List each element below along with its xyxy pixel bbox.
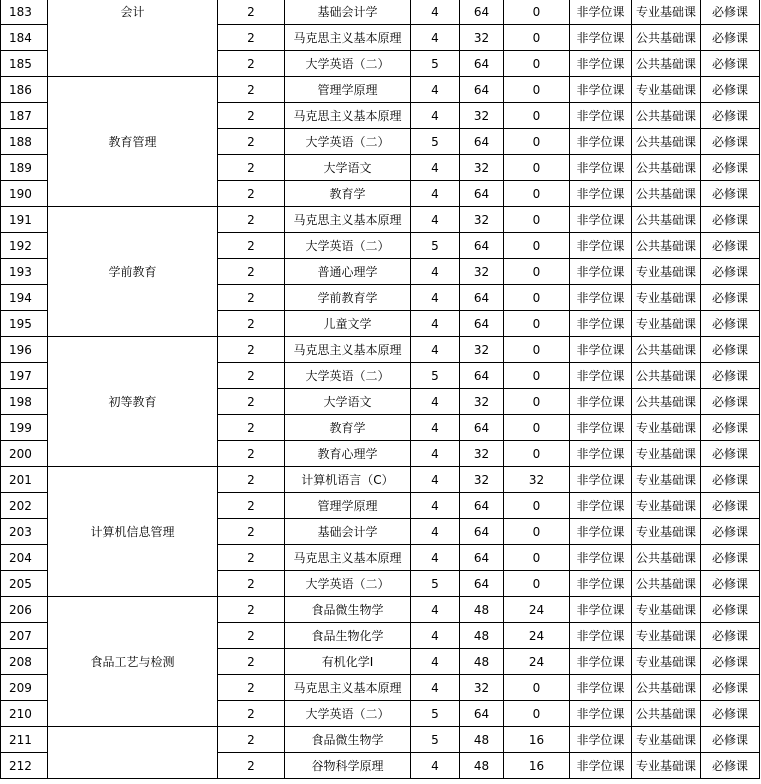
- term-cell: 2: [218, 233, 285, 259]
- course-category-cell: 专业基础课: [632, 0, 701, 25]
- course-nature-cell: 必修课: [701, 519, 760, 545]
- degree-type-cell: 非学位课: [570, 233, 632, 259]
- term-cell: 2: [218, 259, 285, 285]
- credits-cell: 4: [411, 493, 460, 519]
- hours-cell: 32: [460, 337, 504, 363]
- row-number: 196: [1, 337, 48, 363]
- degree-type-cell: 非学位课: [570, 285, 632, 311]
- course-nature-cell: 必修课: [701, 0, 760, 25]
- hours-cell: 32: [460, 441, 504, 467]
- credits-cell: 4: [411, 311, 460, 337]
- practice-hours-cell: 0: [504, 571, 570, 597]
- credits-cell: 4: [411, 77, 460, 103]
- degree-type-cell: 非学位课: [570, 311, 632, 337]
- course-name: 大学英语（二）: [285, 233, 411, 259]
- credits-cell: 5: [411, 233, 460, 259]
- practice-hours-cell: 16: [504, 753, 570, 779]
- hours-cell: 64: [460, 285, 504, 311]
- term-cell: 2: [218, 727, 285, 753]
- major-name: 食品工艺与检测: [48, 597, 218, 727]
- hours-cell: 64: [460, 363, 504, 389]
- course-name: 食品微生物学: [285, 597, 411, 623]
- degree-type-cell: 非学位课: [570, 363, 632, 389]
- hours-cell: 64: [460, 311, 504, 337]
- degree-type-cell: 非学位课: [570, 25, 632, 51]
- course-category-cell: 专业基础课: [632, 519, 701, 545]
- term-cell: 2: [218, 389, 285, 415]
- row-number: 205: [1, 571, 48, 597]
- degree-type-cell: 非学位课: [570, 753, 632, 779]
- practice-hours-cell: 0: [504, 25, 570, 51]
- credits-cell: 4: [411, 285, 460, 311]
- degree-type-cell: 非学位课: [570, 623, 632, 649]
- course-name: 学前教育学: [285, 285, 411, 311]
- term-cell: 2: [218, 311, 285, 337]
- course-category-cell: 公共基础课: [632, 701, 701, 727]
- practice-hours-cell: 0: [504, 519, 570, 545]
- hours-cell: 64: [460, 129, 504, 155]
- term-cell: 2: [218, 77, 285, 103]
- hours-cell: 64: [460, 233, 504, 259]
- course-category-cell: 专业基础课: [632, 311, 701, 337]
- hours-cell: 48: [460, 597, 504, 623]
- table-row: [1, 467, 760, 493]
- term-cell: 2: [218, 545, 285, 571]
- credits-cell: 5: [411, 701, 460, 727]
- row-number: 194: [1, 285, 48, 311]
- table-row: [1, 207, 760, 233]
- course-name: 基础会计学: [285, 0, 411, 25]
- practice-hours-cell: 0: [504, 493, 570, 519]
- course-nature-cell: 必修课: [701, 25, 760, 51]
- degree-type-cell: 非学位课: [570, 597, 632, 623]
- course-category-cell: 公共基础课: [632, 181, 701, 207]
- hours-cell: 32: [460, 259, 504, 285]
- credits-cell: 4: [411, 545, 460, 571]
- row-number: 190: [1, 181, 48, 207]
- course-name: 教育心理学: [285, 441, 411, 467]
- degree-type-cell: 非学位课: [570, 493, 632, 519]
- credits-cell: 4: [411, 207, 460, 233]
- course-name: 有机化学I: [285, 649, 411, 675]
- degree-type-cell: 非学位课: [570, 337, 632, 363]
- hours-cell: 64: [460, 415, 504, 441]
- term-cell: 2: [218, 441, 285, 467]
- course-category-cell: 专业基础课: [632, 753, 701, 779]
- degree-type-cell: 非学位课: [570, 259, 632, 285]
- major-name: 会计: [48, 0, 218, 77]
- course-nature-cell: 必修课: [701, 545, 760, 571]
- course-nature-cell: 必修课: [701, 441, 760, 467]
- table-row: [1, 597, 760, 623]
- practice-hours-cell: 0: [504, 701, 570, 727]
- row-number: 192: [1, 233, 48, 259]
- row-number: 198: [1, 389, 48, 415]
- hours-cell: 48: [460, 753, 504, 779]
- degree-type-cell: 非学位课: [570, 545, 632, 571]
- course-nature-cell: 必修课: [701, 311, 760, 337]
- table-row: [1, 727, 760, 753]
- row-number: 187: [1, 103, 48, 129]
- credits-cell: 4: [411, 519, 460, 545]
- practice-hours-cell: 32: [504, 467, 570, 493]
- course-name: 马克思主义基本原理: [285, 25, 411, 51]
- degree-type-cell: 非学位课: [570, 649, 632, 675]
- credits-cell: 4: [411, 623, 460, 649]
- row-number: 208: [1, 649, 48, 675]
- term-cell: 2: [218, 597, 285, 623]
- row-number: 185: [1, 51, 48, 77]
- degree-type-cell: 非学位课: [570, 77, 632, 103]
- major-name: 教育管理: [48, 77, 218, 207]
- credits-cell: 4: [411, 675, 460, 701]
- practice-hours-cell: 0: [504, 415, 570, 441]
- term-cell: 2: [218, 363, 285, 389]
- course-nature-cell: 必修课: [701, 597, 760, 623]
- row-number: 211: [1, 727, 48, 753]
- credits-cell: 5: [411, 129, 460, 155]
- course-name: 大学语文: [285, 155, 411, 181]
- hours-cell: 64: [460, 701, 504, 727]
- term-cell: 2: [218, 675, 285, 701]
- degree-type-cell: 非学位课: [570, 103, 632, 129]
- credits-cell: 4: [411, 259, 460, 285]
- hours-cell: 32: [460, 675, 504, 701]
- course-nature-cell: 必修课: [701, 259, 760, 285]
- course-nature-cell: 必修课: [701, 389, 760, 415]
- degree-type-cell: 非学位课: [570, 207, 632, 233]
- course-nature-cell: 必修课: [701, 337, 760, 363]
- practice-hours-cell: 0: [504, 389, 570, 415]
- course-name: 马克思主义基本原理: [285, 103, 411, 129]
- row-number: 202: [1, 493, 48, 519]
- degree-type-cell: 非学位课: [570, 51, 632, 77]
- credits-cell: 5: [411, 571, 460, 597]
- degree-type-cell: 非学位课: [570, 0, 632, 25]
- course-name: 食品微生物学: [285, 727, 411, 753]
- practice-hours-cell: 24: [504, 597, 570, 623]
- practice-hours-cell: 0: [504, 155, 570, 181]
- course-nature-cell: 必修课: [701, 493, 760, 519]
- major-name: 学前教育: [48, 207, 218, 337]
- course-name: 马克思主义基本原理: [285, 545, 411, 571]
- row-number: 183: [1, 0, 48, 25]
- practice-hours-cell: 0: [504, 363, 570, 389]
- course-category-cell: 专业基础课: [632, 493, 701, 519]
- table-row: [1, 77, 760, 103]
- hours-cell: 32: [460, 467, 504, 493]
- course-name: 大学英语（二）: [285, 51, 411, 77]
- row-number: 193: [1, 259, 48, 285]
- credits-cell: 4: [411, 155, 460, 181]
- degree-type-cell: 非学位课: [570, 129, 632, 155]
- course-nature-cell: 必修课: [701, 675, 760, 701]
- course-category-cell: 专业基础课: [632, 77, 701, 103]
- hours-cell: 64: [460, 571, 504, 597]
- course-name: 教育学: [285, 415, 411, 441]
- course-name: 马克思主义基本原理: [285, 207, 411, 233]
- course-category-cell: 公共基础课: [632, 103, 701, 129]
- course-category-cell: 专业基础课: [632, 285, 701, 311]
- practice-hours-cell: 0: [504, 675, 570, 701]
- course-category-cell: 专业基础课: [632, 441, 701, 467]
- course-nature-cell: 必修课: [701, 363, 760, 389]
- course-name: 大学语文: [285, 389, 411, 415]
- row-number: 206: [1, 597, 48, 623]
- course-nature-cell: 必修课: [701, 571, 760, 597]
- practice-hours-cell: 0: [504, 545, 570, 571]
- table-row: [1, 0, 760, 25]
- course-name: 马克思主义基本原理: [285, 337, 411, 363]
- term-cell: 2: [218, 51, 285, 77]
- practice-hours-cell: 0: [504, 233, 570, 259]
- term-cell: 2: [218, 181, 285, 207]
- credits-cell: 4: [411, 337, 460, 363]
- course-name: 大学英语（二）: [285, 363, 411, 389]
- credits-cell: 4: [411, 467, 460, 493]
- row-number: 207: [1, 623, 48, 649]
- course-nature-cell: 必修课: [701, 233, 760, 259]
- credits-cell: 4: [411, 441, 460, 467]
- practice-hours-cell: 0: [504, 441, 570, 467]
- row-number: 191: [1, 207, 48, 233]
- row-number: 209: [1, 675, 48, 701]
- course-nature-cell: 必修课: [701, 155, 760, 181]
- hours-cell: 64: [460, 51, 504, 77]
- course-category-cell: 公共基础课: [632, 25, 701, 51]
- degree-type-cell: 非学位课: [570, 727, 632, 753]
- term-cell: 2: [218, 493, 285, 519]
- degree-type-cell: 非学位课: [570, 675, 632, 701]
- course-nature-cell: 必修课: [701, 285, 760, 311]
- course-name: 管理学原理: [285, 493, 411, 519]
- course-category-cell: 公共基础课: [632, 207, 701, 233]
- term-cell: 2: [218, 701, 285, 727]
- course-nature-cell: 必修课: [701, 415, 760, 441]
- course-category-cell: 公共基础课: [632, 51, 701, 77]
- term-cell: 2: [218, 0, 285, 25]
- course-nature-cell: 必修课: [701, 701, 760, 727]
- course-nature-cell: 必修课: [701, 103, 760, 129]
- row-number: 184: [1, 25, 48, 51]
- course-name: 大学英语（二）: [285, 701, 411, 727]
- course-name: 大学英语（二）: [285, 571, 411, 597]
- row-number: 186: [1, 77, 48, 103]
- course-category-cell: 公共基础课: [632, 389, 701, 415]
- course-nature-cell: 必修课: [701, 181, 760, 207]
- course-category-cell: 专业基础课: [632, 259, 701, 285]
- course-nature-cell: 必修课: [701, 467, 760, 493]
- table-row: [1, 337, 760, 363]
- course-name: 大学英语（二）: [285, 129, 411, 155]
- degree-type-cell: 非学位课: [570, 155, 632, 181]
- course-category-cell: 公共基础课: [632, 233, 701, 259]
- hours-cell: 32: [460, 389, 504, 415]
- course-category-cell: 公共基础课: [632, 363, 701, 389]
- degree-type-cell: 非学位课: [570, 415, 632, 441]
- row-number: 212: [1, 753, 48, 779]
- course-name: 基础会计学: [285, 519, 411, 545]
- practice-hours-cell: 0: [504, 51, 570, 77]
- term-cell: 2: [218, 519, 285, 545]
- hours-cell: 48: [460, 649, 504, 675]
- term-cell: 2: [218, 623, 285, 649]
- course-category-cell: 专业基础课: [632, 415, 701, 441]
- course-name: 普通心理学: [285, 259, 411, 285]
- credits-cell: 4: [411, 753, 460, 779]
- course-category-cell: 专业基础课: [632, 727, 701, 753]
- term-cell: 2: [218, 103, 285, 129]
- degree-type-cell: 非学位课: [570, 441, 632, 467]
- course-name: 食品生物化学: [285, 623, 411, 649]
- course-name: 教育学: [285, 181, 411, 207]
- course-nature-cell: 必修课: [701, 77, 760, 103]
- hours-cell: 64: [460, 0, 504, 25]
- row-number: 189: [1, 155, 48, 181]
- course-name: 计算机语言（C）: [285, 467, 411, 493]
- hours-cell: 32: [460, 207, 504, 233]
- term-cell: 2: [218, 155, 285, 181]
- practice-hours-cell: 0: [504, 0, 570, 25]
- term-cell: 2: [218, 337, 285, 363]
- course-category-cell: 公共基础课: [632, 571, 701, 597]
- credits-cell: 4: [411, 649, 460, 675]
- degree-type-cell: 非学位课: [570, 181, 632, 207]
- term-cell: 2: [218, 207, 285, 233]
- degree-type-cell: 非学位课: [570, 571, 632, 597]
- credits-cell: 4: [411, 389, 460, 415]
- degree-type-cell: 非学位课: [570, 519, 632, 545]
- row-number: 197: [1, 363, 48, 389]
- credits-cell: 4: [411, 103, 460, 129]
- hours-cell: 64: [460, 181, 504, 207]
- course-nature-cell: 必修课: [701, 623, 760, 649]
- practice-hours-cell: 0: [504, 103, 570, 129]
- credits-cell: 4: [411, 415, 460, 441]
- course-category-cell: 公共基础课: [632, 337, 701, 363]
- major-name: [48, 727, 218, 779]
- credits-cell: 4: [411, 181, 460, 207]
- practice-hours-cell: 0: [504, 285, 570, 311]
- course-nature-cell: 必修课: [701, 51, 760, 77]
- hours-cell: 64: [460, 545, 504, 571]
- hours-cell: 48: [460, 623, 504, 649]
- row-number: 203: [1, 519, 48, 545]
- practice-hours-cell: 0: [504, 311, 570, 337]
- degree-type-cell: 非学位课: [570, 701, 632, 727]
- term-cell: 2: [218, 571, 285, 597]
- course-category-cell: 专业基础课: [632, 623, 701, 649]
- course-category-cell: 专业基础课: [632, 597, 701, 623]
- practice-hours-cell: 24: [504, 623, 570, 649]
- degree-type-cell: 非学位课: [570, 389, 632, 415]
- hours-cell: 32: [460, 103, 504, 129]
- row-number: 200: [1, 441, 48, 467]
- term-cell: 2: [218, 25, 285, 51]
- hours-cell: 32: [460, 25, 504, 51]
- course-category-cell: 公共基础课: [632, 155, 701, 181]
- course-category-cell: 专业基础课: [632, 467, 701, 493]
- hours-cell: 32: [460, 155, 504, 181]
- practice-hours-cell: 16: [504, 727, 570, 753]
- credits-cell: 5: [411, 727, 460, 753]
- row-number: 188: [1, 129, 48, 155]
- credits-cell: 4: [411, 25, 460, 51]
- row-number: 210: [1, 701, 48, 727]
- practice-hours-cell: 0: [504, 259, 570, 285]
- hours-cell: 64: [460, 519, 504, 545]
- course-category-cell: 公共基础课: [632, 129, 701, 155]
- hours-cell: 48: [460, 727, 504, 753]
- practice-hours-cell: 24: [504, 649, 570, 675]
- term-cell: 2: [218, 467, 285, 493]
- hours-cell: 64: [460, 77, 504, 103]
- row-number: 204: [1, 545, 48, 571]
- course-category-cell: 公共基础课: [632, 545, 701, 571]
- course-category-cell: 公共基础课: [632, 675, 701, 701]
- term-cell: 2: [218, 415, 285, 441]
- course-category-cell: 专业基础课: [632, 649, 701, 675]
- practice-hours-cell: 0: [504, 77, 570, 103]
- major-name: 计算机信息管理: [48, 467, 218, 597]
- course-name: 谷物科学原理: [285, 753, 411, 779]
- course-nature-cell: 必修课: [701, 207, 760, 233]
- row-number: 201: [1, 467, 48, 493]
- term-cell: 2: [218, 649, 285, 675]
- credits-cell: 5: [411, 363, 460, 389]
- course-name: 管理学原理: [285, 77, 411, 103]
- course-name: 儿童文学: [285, 311, 411, 337]
- course-nature-cell: 必修课: [701, 727, 760, 753]
- term-cell: 2: [218, 753, 285, 779]
- major-name: 初等教育: [48, 337, 218, 467]
- term-cell: 2: [218, 285, 285, 311]
- term-cell: 2: [218, 129, 285, 155]
- course-nature-cell: 必修课: [701, 753, 760, 779]
- course-nature-cell: 必修课: [701, 129, 760, 155]
- hours-cell: 64: [460, 493, 504, 519]
- degree-type-cell: 非学位课: [570, 467, 632, 493]
- practice-hours-cell: 0: [504, 337, 570, 363]
- row-number: 199: [1, 415, 48, 441]
- credits-cell: 4: [411, 0, 460, 25]
- credits-cell: 5: [411, 51, 460, 77]
- practice-hours-cell: 0: [504, 181, 570, 207]
- course-name: 马克思主义基本原理: [285, 675, 411, 701]
- row-number: 195: [1, 311, 48, 337]
- practice-hours-cell: 0: [504, 207, 570, 233]
- practice-hours-cell: 0: [504, 129, 570, 155]
- course-nature-cell: 必修课: [701, 649, 760, 675]
- credits-cell: 4: [411, 597, 460, 623]
